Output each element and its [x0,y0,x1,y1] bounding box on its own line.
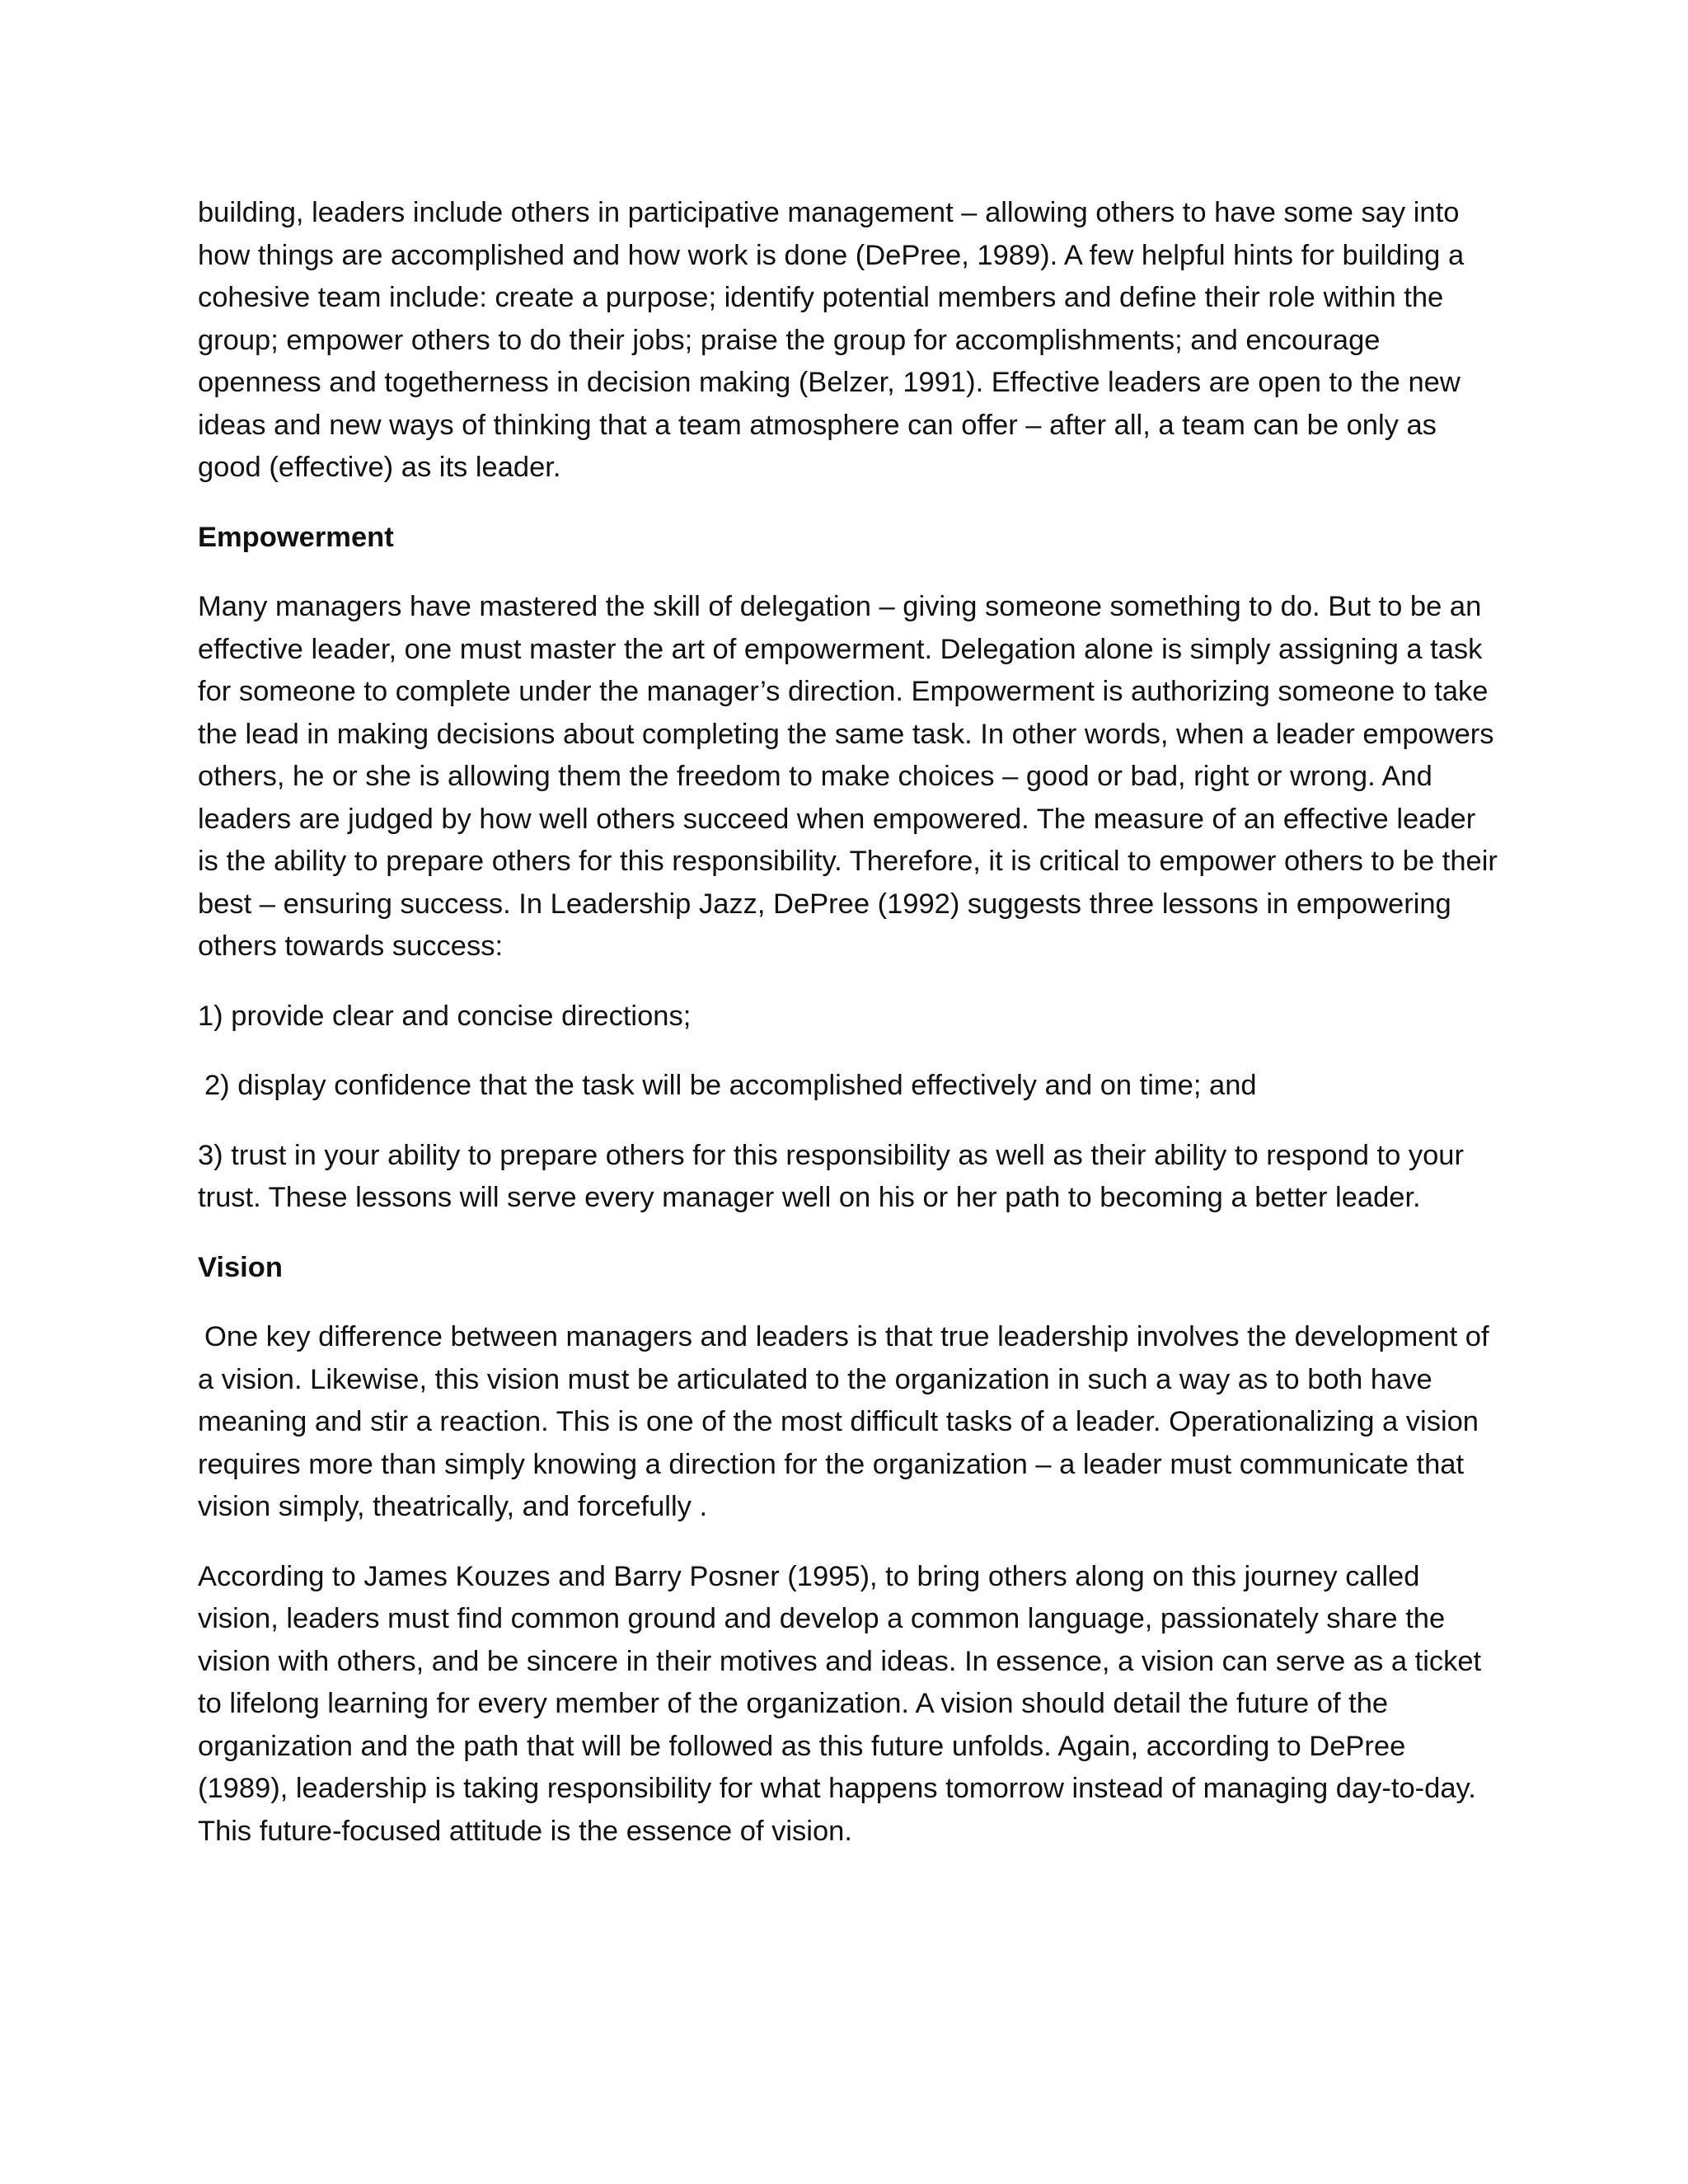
document-body [198,192,1500,1880]
list-item-1: 1) provide clear and concise directions; [198,1000,692,1032]
paragraph-vision-1: One key difference between managers and leaders is that true leadership involves the development of a vision. Likewise, this vision must be articulated to the organization in such a way as to both have meaning and stir a reaction. This is one of the most difficult tasks of a leader. Operationalizing a vision requires more than simply knowing a direction for the organization – a leader must communicate that vision simply, theatrically, and forcefully . [198,1321,1489,1522]
list-item-3: 3) trust in your ability to prepare others for this responsibility as well as their ability to respond to your trust. These lessons will serve every manager well on his or her path to becoming a better leader. [198,1139,1464,1213]
paragraph-vision-2: According to James Kouzes and Barry Posner (1995), to bring others along on this journey called vision, leaders must find common ground and develop a common language, passionately share the vision with others, and be sincere in their motives and ideas. In essence, a vision can serve as a ticket to lifelong learning for every member of the organization. A vision should detail the future of the organization and the path that will be followed as this future unfolds. Again, according to DePree (1989), leadership is taking responsibility for what happens tomorrow instead of managing day-to-day. This future-focused attitude is the essence of vision. [198,1560,1482,1847]
paragraph-empowerment: Many managers have mastered the skill of delegation – giving someone something to do. But to be an effective leader, one must master the art of empowerment. Delegation alone is simply assigning a task for someone to complete under the manager’s direction. Empowerment is authorizing someone to take the lead in making decisions about completing the same task. In other words, when a leader empowers others, he or she is allowing them the freedom to make choices – good or bad, right or wrong. And leaders are judged by how well others succeed when empowered. The measure of an effective leader is the ability to prepare others for this responsibility. Therefore, it is critical to empower others to be their best – ensuring success. In Leadership Jazz, DePree (1992) suggests three lessons in empowering others towards success: [198,591,1498,962]
list-item-2: 2) display confidence that the task will be accomplished effectively and on time; and [204,1070,1257,1101]
heading-vision: Vision [198,1251,283,1283]
heading-empowerment: Empowerment [198,521,394,553]
paragraph-team-building: building, leaders include others in participative management – allowing others to have some say into how things are accomplished and how work is done (DePree, 1989). A few helpful hints for building a cohesive team include: create a purpose; identify potential members and define their role within the group; empower others to do their jobs; praise the group for accomplishments; and encourage openness and togetherness in decision making (Belzer, 1991). Effective leaders are open to the new ideas and new ways of thinking that a team atmosphere can offer – after all, a team can be only as good (effective) as its leader. [198,197,1465,483]
